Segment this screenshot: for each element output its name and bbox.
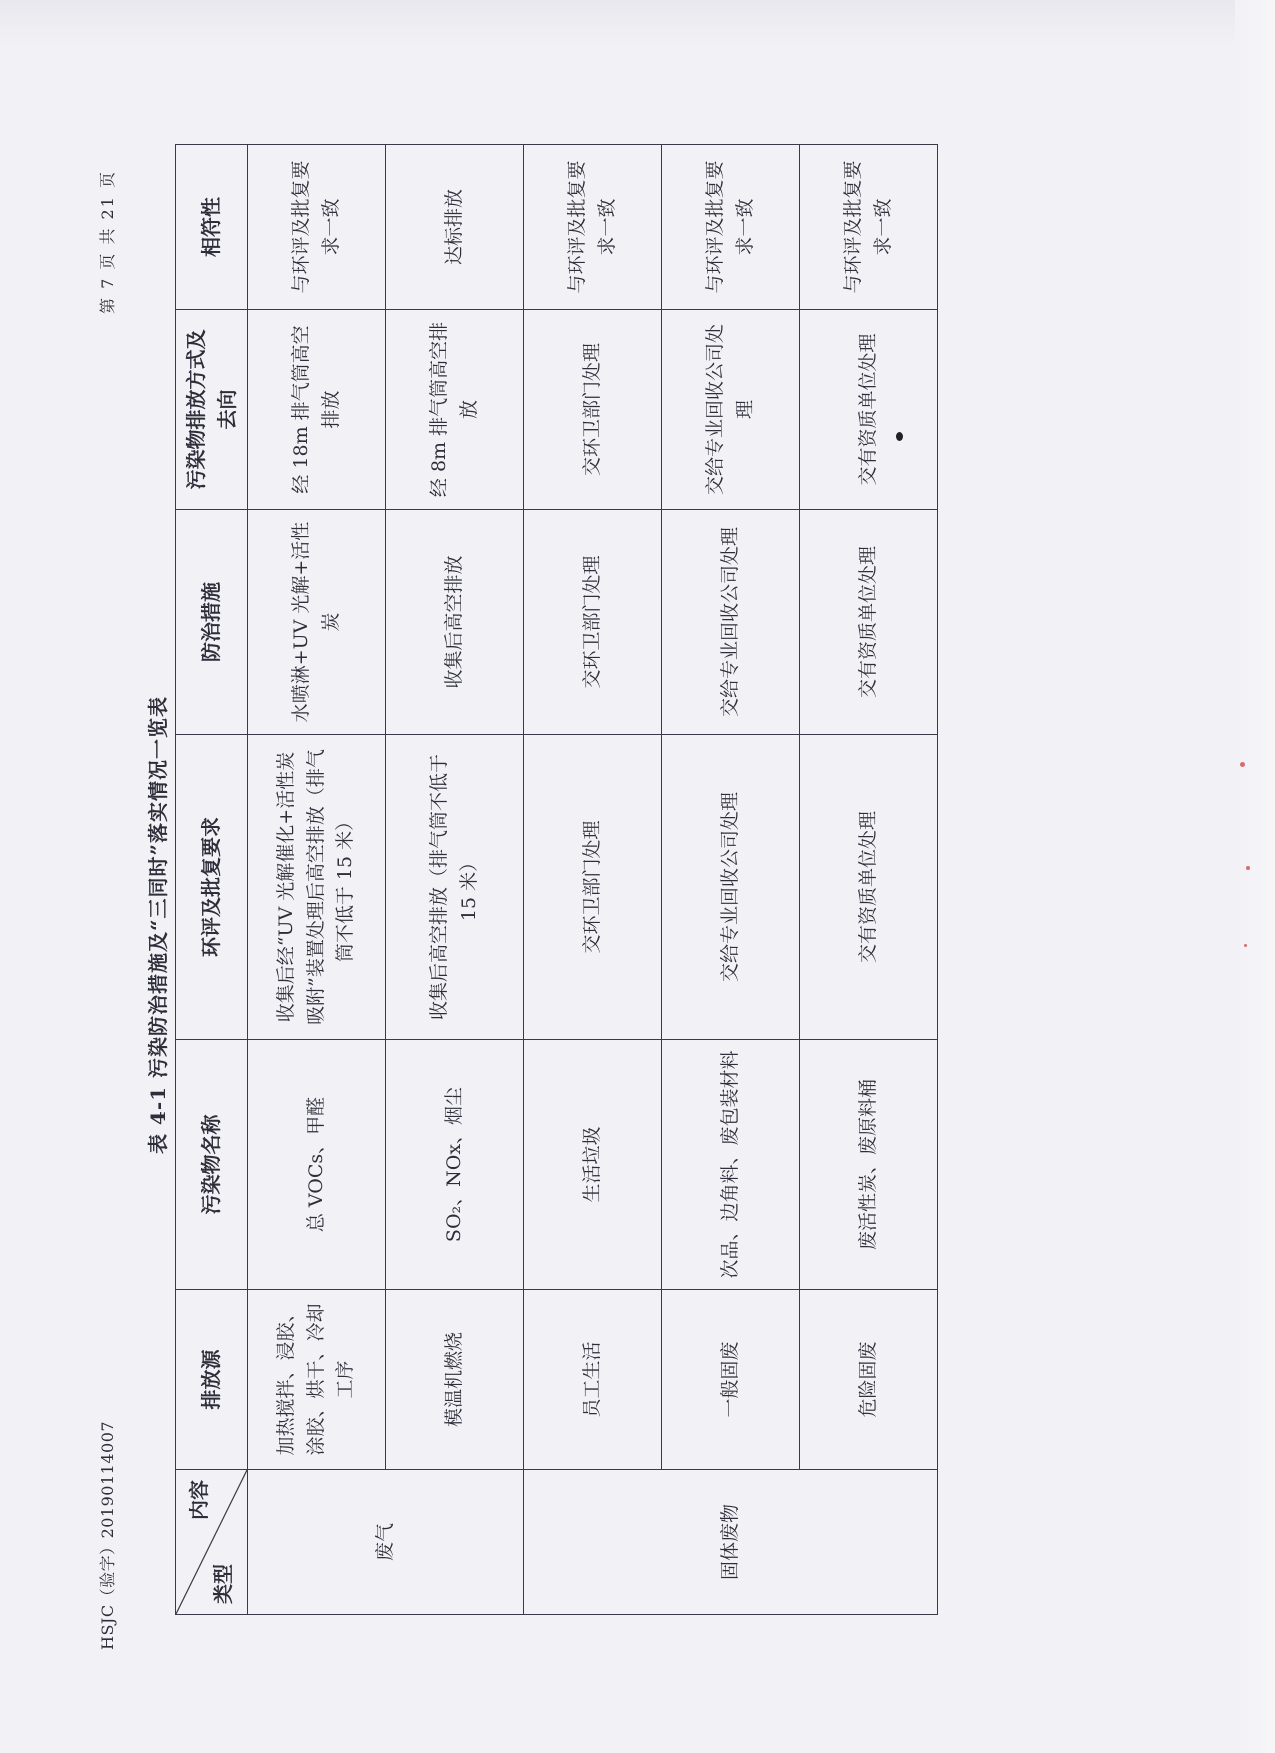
group-solid-waste: 固体废物 [524,1470,938,1615]
table-row [524,145,662,1615]
cell-pollutant: 生活垃圾 [524,1040,662,1290]
cell-conformity: 与环评及批复要求一致 [248,145,386,310]
diag-type-label: 类型 [211,1564,235,1604]
diagonal-header-cell [176,1470,248,1615]
cell-pollutant: 总 VOCs、甲醛 [248,1040,386,1290]
cell-discharge: 交给专业回收公司处理 [662,310,800,510]
ink-dot [896,432,903,441]
header-conformity: 相符性 [176,145,248,310]
table-row [248,145,386,1615]
cell-conformity: 达标排放 [386,145,524,310]
cell-discharge: 交有资质单位处理 [800,310,938,510]
rotated-page-content [70,140,970,1710]
header-pollutant: 污染物名称 [176,1040,248,1290]
cell-measure: 交环卫部门处理 [524,510,662,735]
cell-requirement: 收集后经“UV 光解催化+活性炭吸附”装置处理后高空排放（排气筒不低于 15 米） [248,735,386,1040]
cell-conformity: 与环评及批复要求一致 [524,145,662,310]
table-row [662,145,800,1615]
cell-pollutant: SO₂、NOx、烟尘 [386,1040,524,1290]
paper-top-edge [0,0,1275,46]
diag-content-label: 内容 [187,1480,211,1520]
cell-source: 加热搅拌、浸胶、涂胶、烘干、冷却工序 [248,1290,386,1470]
header-source: 排放源 [176,1290,248,1470]
table-row [800,145,938,1615]
header-discharge: 污染物排放方式及去向 [176,310,248,510]
cell-source: 员工生活 [524,1290,662,1470]
cell-measure: 交有资质单位处理 [800,510,938,735]
cell-measure: 交给专业回收公司处理 [662,510,800,735]
red-speck [1240,762,1245,767]
cell-discharge: 经 8m 排气筒高空排放 [386,310,524,510]
table-title: 表 4-1 污染防治措施及“三同时”落实情况一览表 [146,695,170,1155]
cell-conformity: 与环评及批复要求一致 [662,145,800,310]
cell-pollutant: 次品、边角料、废包装材料 [662,1040,800,1290]
cell-discharge: 交环卫部门处理 [524,310,662,510]
header-requirement: 环评及批复要求 [176,735,248,1040]
table-header-row [176,145,248,1615]
cell-discharge: 经 18m 排气筒高空排放 [248,310,386,510]
document-number: HSJC（验字）20190114007 [98,1420,117,1650]
red-speck [1246,866,1250,870]
cell-conformity: 与环评及批复要求一致 [800,145,938,310]
pollution-measures-table [175,144,938,1615]
page-info: 第 7 页 共 21 页 [98,170,117,314]
paper-right-edge [1235,0,1275,1753]
header-measure: 防治措施 [176,510,248,735]
cell-source: 模温机燃烧 [386,1290,524,1470]
cell-requirement: 交给专业回收公司处理 [662,735,800,1040]
red-speck [1244,944,1247,947]
cell-requirement: 交环卫部门处理 [524,735,662,1040]
cell-source: 一般固废 [662,1290,800,1470]
cell-measure: 水喷淋+UV 光解+活性炭 [248,510,386,735]
table-row [386,145,524,1615]
cell-requirement: 收集后高空排放（排气筒不低于 15 米） [386,735,524,1040]
cell-measure: 收集后高空排放 [386,510,524,735]
cell-pollutant: 废活性炭、废原料桶 [800,1040,938,1290]
group-waste-gas: 废气 [248,1470,524,1615]
cell-source: 危险固废 [800,1290,938,1470]
cell-requirement: 交有资质单位处理 [800,735,938,1040]
